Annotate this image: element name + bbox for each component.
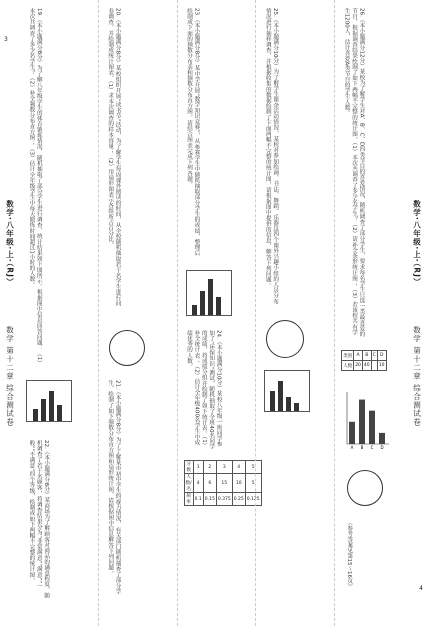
right-edge-header	[407, 0, 427, 626]
question-text: 19.（本小题满分8分）为了解八年级学生的体育锻炼情况，随机抽取了部分学生进行调查，统计结果如下图所示。根据图中信息回答问题：（1）本次共调查了多少名学生？（2）补全频数分布直方图；（3）估计全年级学生中每天锻炼时间超过1小时的人数。	[28, 8, 42, 366]
question-text: 23.（本小题满分8分）某中学开展“数学知识竞赛”，从参赛学生中随机抽取部分学生的成绩，整理后绘制成下面的频数分布表和频数分布直方图，请结合图表完成下列各题。	[186, 8, 200, 256]
table-header-cell: A	[354, 351, 363, 361]
table-cell: 20	[354, 361, 363, 371]
table-cell: 频率	[184, 493, 193, 506]
series-title-right: 数学·八年级·上·（RJ）	[412, 199, 422, 287]
pie-chart-q20	[109, 330, 145, 366]
table-cell: 0.125	[245, 493, 261, 506]
page-number-right: 4	[419, 585, 423, 592]
question-26	[339, 8, 364, 338]
chart-bar-D	[379, 433, 385, 444]
table-header-cell: 分数	[184, 461, 193, 474]
question-text: 22.（本小题满分8分）某商场为了解顾客对商品的满意程度，随机调查了若干名顾客，将调查结果分为“非常满意”“满意”“一般”“不满意”四个等级，绘制成如下两幅不完整的统计图。	[28, 440, 50, 599]
footer-note: （参考答案见第15～16页）	[346, 520, 353, 589]
table-cell: 0.25	[232, 493, 245, 506]
left-edge-header	[0, 0, 20, 626]
series-title-left: 数学·八年级·上·（RJ）	[5, 199, 15, 287]
chart-tick-label: A	[350, 445, 354, 450]
question-22	[24, 440, 49, 600]
table-header-row	[342, 351, 386, 361]
table-header-cell: D	[377, 351, 386, 361]
question-text: 21.（本小题满分8分）为了了解某市初中学生的视力情况，有关部门随机抽查了部分学生，绘制了如下频数分布直方图和扇形统计图，请根据图中信息解答下列问题。	[107, 380, 121, 595]
figure-q19	[26, 380, 72, 422]
figure-q23	[186, 270, 232, 316]
table-row	[184, 493, 261, 506]
table-cell: 0.375	[216, 493, 232, 506]
content-area	[20, 0, 407, 626]
chart-bar-A	[349, 422, 355, 444]
question-21	[103, 380, 121, 600]
table-header-cell: 4	[232, 461, 245, 474]
question-text: 25.（本小题满分10分）为了解学生课余活动情况，某校对参加绘画、书法、舞蹈、乐器这四个课外兴趣小组的人员分布情况进行抽样调查，并根据收集的数据绘制了下面两幅不完整的统计图，请根据图中提供的信息，解答下列问题。	[264, 8, 279, 305]
table-q24	[184, 460, 262, 506]
table-cell: 10	[232, 474, 245, 493]
table-cell: 10	[377, 361, 386, 371]
question-19	[24, 8, 42, 368]
question-23	[182, 8, 200, 258]
question-25	[260, 8, 278, 308]
table-header-row	[184, 461, 261, 474]
chart-tick-label: C	[370, 445, 374, 450]
question-text: 20.（本小题满分8分）某校组织开展“读书节”活动，为了解学生每周课外阅读的时间，从全校随机抽取若干名学生进行问卷调查，并绘制成统计图表。（1）求本次调查的样本容量；（2）用扇形图表示各组所占百分比。	[107, 8, 121, 307]
table-header-cell: 1	[193, 461, 203, 474]
table-cell: 0.1	[193, 493, 203, 506]
table-header-cell: 类别	[342, 351, 354, 361]
table-cell: 人数/名	[185, 475, 192, 492]
table-header-cell: C	[371, 351, 377, 361]
table-header-cell: 5	[245, 461, 261, 474]
figure-q25	[264, 370, 310, 412]
table-header-cell: B	[362, 351, 371, 361]
subtitle-right: 数学 第十二章 综合测试卷	[412, 326, 422, 427]
column-5	[334, 0, 407, 626]
question-text: 26.（本小题满分12分）某校为了解学生对A、B、C、D四类节目的喜爱情况，随机调查了部分学生，要求每名学生只选一类最喜爱的节目，根据调查结果绘制了如下两幅不完整的统计图。（1）本次共调查了多少名学生？（2）请补全条形统计图；（3）若该校共有学生1200人，估计喜爱A类节目的学生人数。	[343, 8, 365, 337]
question-20	[103, 8, 121, 308]
table-cell: 人数	[342, 361, 354, 371]
chart-bar-B	[359, 400, 365, 444]
chart-bar-C	[369, 411, 375, 444]
column-1	[20, 0, 92, 626]
page-number-left: 3	[4, 36, 8, 43]
column-3	[177, 0, 260, 626]
table-cell: 0.15	[203, 493, 216, 506]
column-2	[98, 0, 171, 626]
question-text: 24.（本小题满分10分）某校八年级一班同学参加了“环保知识”测试，随机抽取了全班40名同学的成绩，将成绩分组并绘制了如下统计表。（1）补全统计表；（2）估计全年级400名学生中成绩优秀的人数。	[186, 330, 222, 450]
table-row	[184, 474, 261, 493]
table-cell: 4	[193, 474, 203, 493]
pie-chart-q25	[266, 320, 304, 358]
table-cell: 40	[362, 361, 371, 371]
question-24	[182, 330, 222, 450]
table-cell: 15	[216, 474, 232, 493]
table-q26	[341, 350, 386, 371]
bar-chart-q26	[341, 390, 391, 450]
table-cell: 5	[245, 474, 261, 493]
chart-tick-label: D	[380, 445, 384, 450]
pie-chart-q26	[347, 470, 383, 506]
table-row	[342, 361, 386, 371]
table-cell: 6	[203, 474, 216, 493]
column-4	[255, 0, 328, 626]
table-header-cell: 2	[203, 461, 216, 474]
subtitle-left: 数学 第十二章 综合测试卷	[5, 326, 15, 427]
chart-tick-label: B	[360, 445, 364, 450]
table-header-cell: 3	[216, 461, 232, 474]
